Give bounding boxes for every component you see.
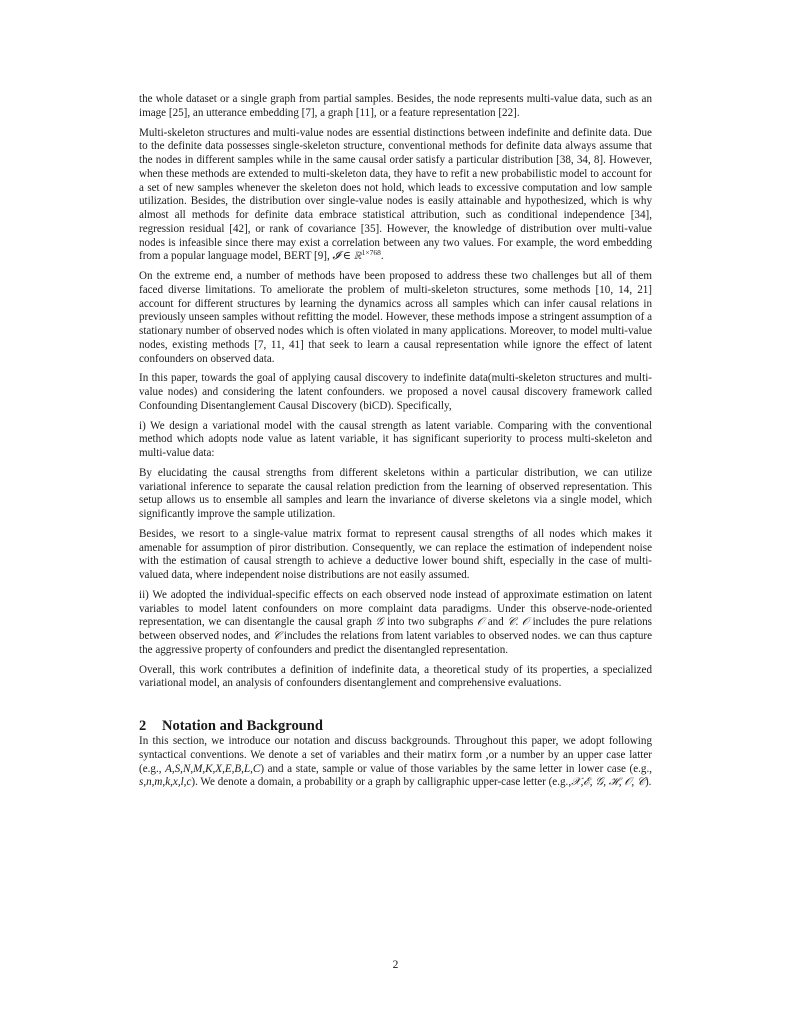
section-number: 2 (139, 718, 147, 734)
section-title: Notation and Background (162, 718, 323, 734)
paragraph-text: Multi-skeleton structures and multi-value nodes are essential distinctions between indefinite and definite data. Due to the definite data possesses single-skeleton structure, conventional methods for definite data always assume that the nodes in different samples while in the same causal order satisfy a particular distribution [38, 34, 8]. However, when these methods are extended to multi-skeleton data, they have to refit a new probabilistic model to account for a set of new samples whenever the skeleton does not hold, which leads to excessive computation and low sample utilization. Besides, the distribution over single-value nodes is easily attainable and hypothesized, which is why almost all methods for definite data embrace statistical attribution, such as conditional independence [34], regression residual [42], or rank of covariance [35]. However, the knowledge of distribution over multi-value nodes is infeasible since there may exist a correlation between any two values. For example, the word embedding from a popular language model, BERT [9], (139, 126, 652, 263)
paragraph-contribution-ii (139, 589, 652, 658)
page-body (139, 93, 652, 796)
math-subgraph-c: 𝒞 (272, 630, 281, 642)
paragraph-distinctions (139, 127, 652, 265)
paragraph-text: ii) We adopted the individual-specific effects on each observed node instead of approximate estimation on latent variables to model latent confounders on more complaint data paradigms. Under this observe-node-oriented representation, we can disentangle the causal graph (139, 588, 652, 629)
paragraph-contribution-i: i) We design a variational model with the causal strength as latent variable. Comparing with the conventional method which adopts node value as latent variable, it has significant superiority to process multi-skeleton and multi-value data: (139, 419, 652, 459)
paragraph-continuation: the whole dataset or a single graph from partial samples. Besides, the node represents multi-value data, such as an image [25], an utterance embedding [7], a graph [11], or a feature representation [22]. (139, 93, 652, 119)
math-subgraph-c: 𝒞 (507, 616, 516, 629)
paragraph-overall: Overall, this work contributes a definition of indefinite data, a theoretical study of its properties, a specialized variational model, an analysis of confounders disentanglement and comprehensive evaluations. (139, 663, 652, 690)
page-number: 2 (392, 959, 399, 971)
paragraph-text: ). We denote a domain, a probability or a graph by calligraphic upper-case letter (e.g., (191, 776, 572, 789)
paragraph-text: In this section, we introduce our notation and discuss backgrounds. Throughout this paper, we adopt following syntactical conventions. We denote a set of variables and their matirx form ,or a number by an upper case latter (e.g., (139, 735, 652, 775)
paragraph-end: . (380, 250, 384, 263)
paragraph-notation (139, 735, 652, 790)
math-superscript: 1×768 (361, 248, 381, 258)
paragraph-text: . (515, 616, 522, 629)
paragraph-text: and (484, 616, 508, 629)
section-heading (139, 717, 652, 735)
paragraph-elucidating: By elucidating the causal strengths from different skeletons within a particular distribution, we can utilize variational inference to separate the causal relation prediction from the learning of observed representation. This setup allows us to ensemble all samples and learn the invariance of diverse skeletons via a single model, which significantly improve the sample utilization. (139, 466, 652, 520)
paragraph-text: ). (644, 776, 652, 789)
math-subgraph-o: 𝒪 (521, 616, 529, 629)
math-bert-embedding: 𝓘 ∈ ℝ (332, 250, 362, 263)
math-graph-g: 𝒢 (375, 616, 384, 629)
paragraph-text: includes the pure relations between observed nodes, and (139, 616, 652, 642)
paragraph-single-value-matrix: Besides, we resort to a single-value matrix format to represent causal strengths of all nodes which makes it amenable for assumption of piror distribution. Consequently, we can replace the estimation of independent noise with the estimation of causal strength to achieve a deductive lower bound shift, especially in the case of multi-valued data, where independent noise distributions are not easily assumed. (139, 527, 652, 581)
math-subgraph-o: 𝒪 (477, 616, 485, 629)
paragraph-extreme-end: On the extreme end, a number of methods have been proposed to address these two challenges but all of them faced diverse limitations. To ameliorate the problem of multi-skeleton structures, some methods [10, 14, 21] account for different structures by learning the dynamics across all samples which can infer causal relations in previously unseen samples without refitting the model. However, these methods impose a stringent assumption of a stationary number of observed nodes which is often violated in many applications. Moreover, to model multi-value nodes, existing methods [7, 11, 41] that seek to learn a causal representation while ignore the effect of latent confounders on observed data. (139, 270, 652, 365)
math-lowercase-vars: s,n,m,k,x,l,c (139, 776, 192, 789)
paragraph-text: includes the relations from latent variables to observed nodes. we can thus capture the aggressive property of confounders and predict the disentangled representation. (139, 630, 652, 656)
paragraph-text: ) and a state, sample or value of those variables by the same letter in lower case (e.g., (260, 762, 653, 775)
paragraph-text: into two subgraphs (383, 616, 478, 629)
paragraph-this-paper: In this paper, towards the goal of applying causal discovery to indefinite data(multi-skeleton structures and multi-value nodes) and considering the latent confounders. we proposed a novel causal discovery framework called Confounding Disentanglement Causal Discovery (biCD). Specifically, (139, 372, 652, 412)
math-calligraphic-vars: 𝒳,ℰ, 𝒢, ℋ, 𝒪, 𝒞 (571, 776, 645, 789)
math-uppercase-vars: A,S,N,M,K,X,E,B,L,C (165, 762, 261, 775)
